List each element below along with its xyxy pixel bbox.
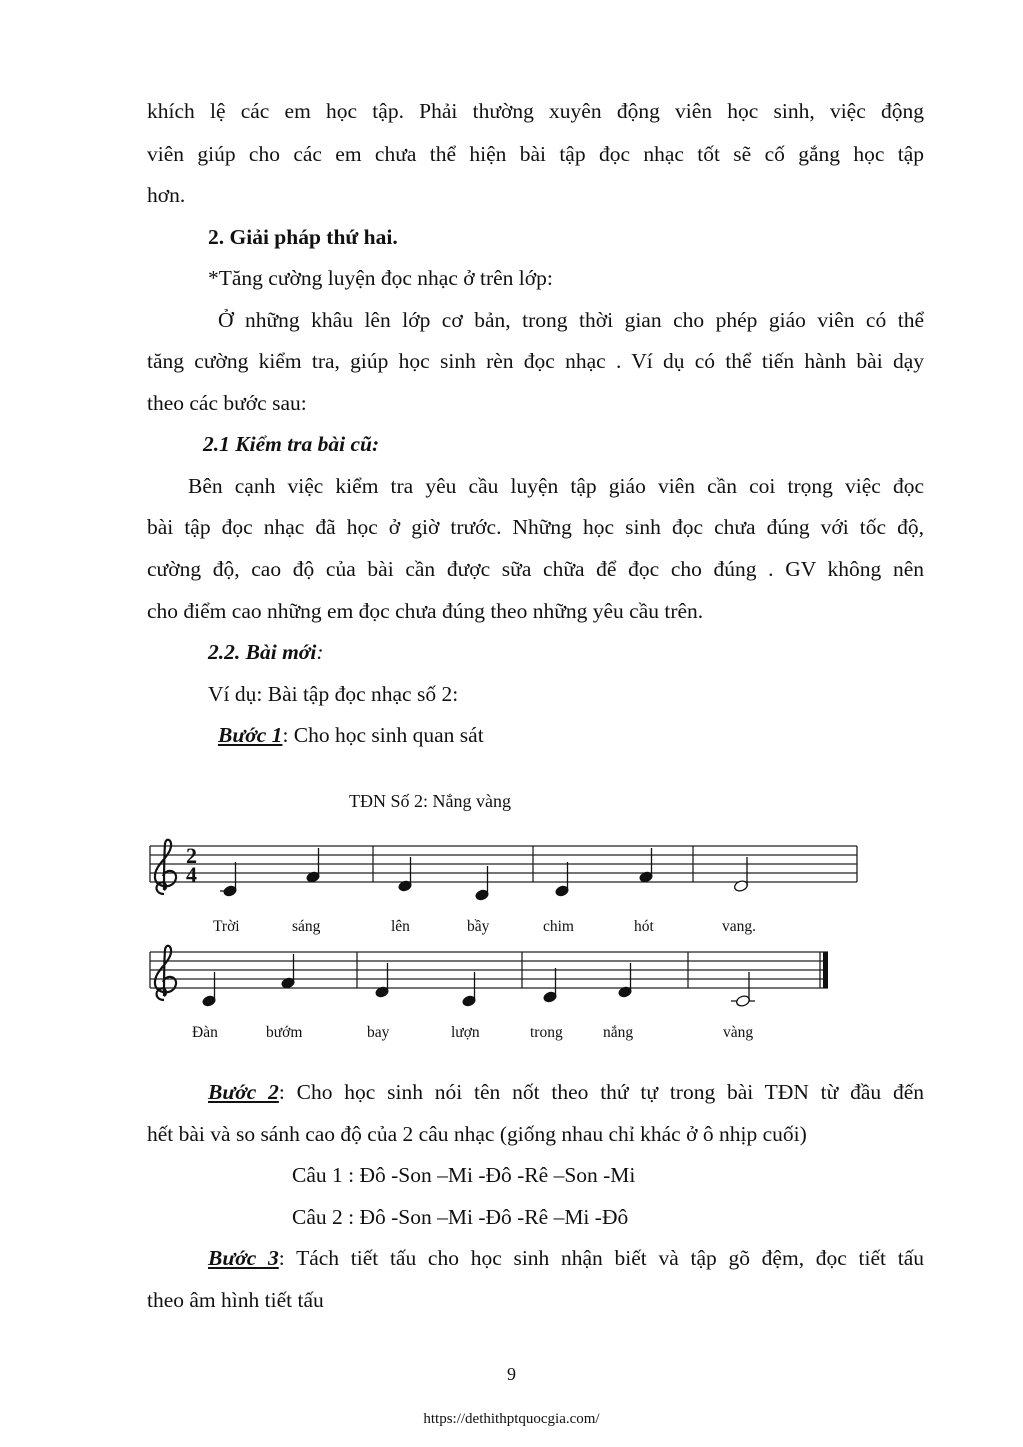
- lyric-word: vang.: [722, 918, 757, 935]
- note-do-half: [731, 972, 755, 1008]
- lyric-word: Đàn: [192, 1024, 218, 1041]
- paragraph-line: bài tập đọc nhạc đã học ở giờ trước. Những học sinh đọc chưa đúng với tốc độ,: [147, 515, 924, 539]
- time-signature: [186, 843, 197, 887]
- paragraph-line: cường độ, cao độ của bài cần được sữa chữa để đọc cho đúng . GV không nên: [147, 557, 924, 581]
- paragraph-line: khích lệ các em học tập. Phải thường xuyên động viên học sinh, việc động: [147, 99, 924, 123]
- step-1-text: : Cho học sinh quan sát: [282, 723, 484, 747]
- notes-line-1: [220, 848, 749, 901]
- treble-clef-icon: [155, 840, 176, 894]
- note-do: [220, 862, 237, 897]
- section-heading: 2. Giải pháp thứ hai.: [208, 225, 398, 249]
- note-re: [555, 862, 569, 897]
- subsection-heading: 2.1 Kiểm tra bài cũ:: [203, 432, 380, 456]
- note-do: [475, 866, 489, 901]
- note-son: [281, 954, 295, 989]
- lyric-word: nắng: [603, 1024, 634, 1041]
- lyric-word: vàng: [723, 1024, 754, 1041]
- example-line: Ví dụ: Bài tập đọc nhạc số 2:: [208, 682, 459, 706]
- step-2: [208, 1082, 924, 1104]
- subsection-heading-text: 2.2. Bài mới: [208, 640, 317, 664]
- lyric-word: trong: [530, 1024, 563, 1041]
- time-signature-denominator: 4: [186, 862, 197, 887]
- notes-line-2: [202, 954, 755, 1008]
- paragraph-line: hơn.: [147, 183, 186, 207]
- lyric-word: hót: [634, 918, 654, 935]
- note-do: [202, 972, 216, 1007]
- step-3: [208, 1248, 924, 1270]
- subsection-heading-colon: :: [316, 640, 324, 664]
- step-2-label: Bước 2: [208, 1080, 279, 1104]
- note-re: [543, 968, 557, 1003]
- step-3-label: Bước 3: [208, 1246, 279, 1270]
- step-2-text: : Cho học sinh nói tên nốt theo thứ tự trong bài TĐN từ đầu đến: [278, 1080, 924, 1104]
- lyric-word: lên: [391, 918, 410, 935]
- lyric-word: lượn: [451, 1024, 480, 1041]
- lyric-word: bay: [367, 1024, 390, 1041]
- page-number: 9: [507, 1364, 516, 1384]
- footer-url[interactable]: https://dethithptquocgia.com/: [423, 1411, 600, 1427]
- note-son: [639, 848, 653, 883]
- step-1-label: Bước 1: [218, 723, 283, 747]
- note-mi: [398, 857, 412, 892]
- note-do: [462, 972, 476, 1007]
- phrase-1: Câu 1 : Đô -Son –Mi -Đô -Rê –Son -Mi: [292, 1163, 636, 1187]
- paragraph-line: theo các bước sau:: [147, 391, 307, 415]
- paragraph-line: Ở những khâu lên lớp cơ bản, trong thời gian cho phép giáo viên có thể: [218, 308, 924, 332]
- score-title: TĐN Số 2: Nắng vàng: [349, 791, 511, 811]
- lyric-word: bầy: [467, 918, 490, 935]
- note-son: [306, 848, 320, 883]
- note-mi: [618, 963, 632, 998]
- paragraph-line: hết bài và so sánh cao độ của 2 câu nhạc (giống nhau chỉ khác ở ô nhịp cuối): [147, 1122, 807, 1146]
- paragraph-line: cho điểm cao những em đọc chưa đúng theo những yêu cầu trên.: [147, 599, 704, 623]
- lyric-word: bướm: [266, 1024, 303, 1041]
- treble-clef-icon: [155, 946, 176, 1000]
- paragraph-line: Bên cạnh việc kiểm tra yêu cầu luyện tập giáo viên cần coi trọng việc đọc: [188, 474, 924, 498]
- lyric-word: sáng: [292, 918, 321, 935]
- staff-lines-1: [150, 846, 857, 882]
- subheading: *Tăng cường luyện đọc nhạc ở trên lớp:: [208, 266, 553, 290]
- note-mi: [375, 963, 389, 998]
- lyric-word: chim: [543, 918, 574, 935]
- staff-lines-2: [150, 952, 828, 988]
- step-3-text: : Tách tiết tấu cho học sinh nhận biết và tập gõ đệm, đọc tiết tấu: [278, 1246, 924, 1270]
- note-mi-half: [733, 857, 748, 893]
- phrase-2: Câu 2 : Đô -Son –Mi -Đô -Rê –Mi -Đô: [292, 1205, 629, 1229]
- paragraph-line: viên giúp cho các em chưa thể hiện bài tập đọc nhạc tốt sẽ cố gắng học tập: [147, 142, 924, 166]
- lyric-word: Trời: [213, 918, 240, 935]
- time-signature-numerator: 2: [186, 843, 197, 868]
- paragraph-line: theo âm hình tiết tấu: [147, 1288, 324, 1312]
- paragraph-line: tăng cường kiểm tra, giúp học sinh rèn đọc nhạc . Ví dụ có thể tiến hành bài dạy: [147, 349, 924, 373]
